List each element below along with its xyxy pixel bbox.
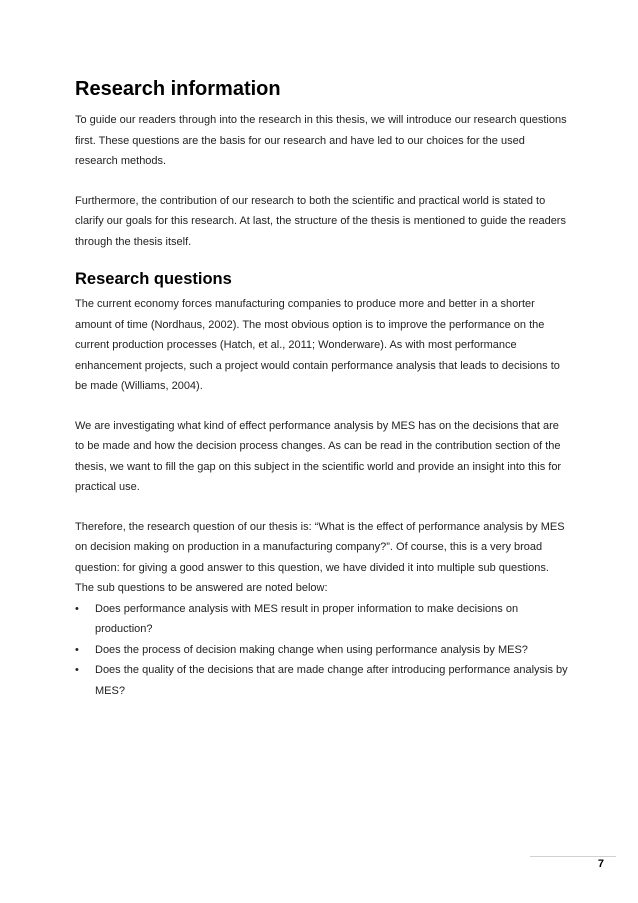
intro-paragraph-2: Furthermore, the contribution of our research to both the scientific and practical world is stated to clarify our goals for this research. At last, the structure of the thesis is mentioned to guide the readers through the thesis itself.	[75, 194, 566, 248]
bullet-icon: •	[75, 643, 79, 656]
bullet-icon: •	[75, 602, 79, 615]
page-content	[75, 76, 570, 701]
sub-question-text: Does the quality of the decisions that are made change after introducing performance analysis by MES?	[95, 664, 568, 697]
body-paragraph-3: Therefore, the research question of our thesis is: “What is the effect of performance analysis by MES on decision making on production in a manufacturing company?”. Of course, this is a very broad question: for giving a good answer to this question, we have divided it into multiple sub questions. The sub questions to be answered are noted below:	[75, 520, 565, 594]
list-item	[75, 599, 570, 640]
bullet-icon: •	[75, 664, 79, 676]
sub-questions-list	[75, 599, 570, 702]
footer-divider	[530, 856, 616, 857]
subsection-title: Research questions	[75, 270, 232, 288]
section-title: Research information	[75, 78, 281, 100]
list-item	[75, 660, 570, 701]
page-number: 7	[597, 858, 604, 870]
sub-question-text: Does the process of decision making change when using performance analysis by MES?	[95, 643, 528, 656]
body-paragraph-2: We are investigating what kind of effect performance analysis by MES has on the decisions that are to be made and how the decision process changes. As can be read in the contribution section of the thesis, we want to fill the gap on this subject in the scientific world and provide an insight into this for practical use.	[75, 419, 562, 493]
body-paragraph-1: The current economy forces manufacturing companies to produce more and better in a shorter amount of time (Nordhaus, 2002). The most obvious option is to improve the performance on the current production processes (Hatch, et al., 2011; Wonderware). As with most performance enhancement projects, such a project would contain performance analysis that leads to decisions to be made (Williams, 2004).	[75, 298, 560, 392]
sub-question-text: Does performance analysis with MES result in proper information to make decisions on production?	[95, 602, 519, 635]
list-item	[75, 640, 570, 661]
intro-paragraph-1: To guide our readers through into the research in this thesis, we will introduce our research questions first. These questions are the basis for our research and have led to our choices for the used research methods.	[75, 114, 567, 167]
